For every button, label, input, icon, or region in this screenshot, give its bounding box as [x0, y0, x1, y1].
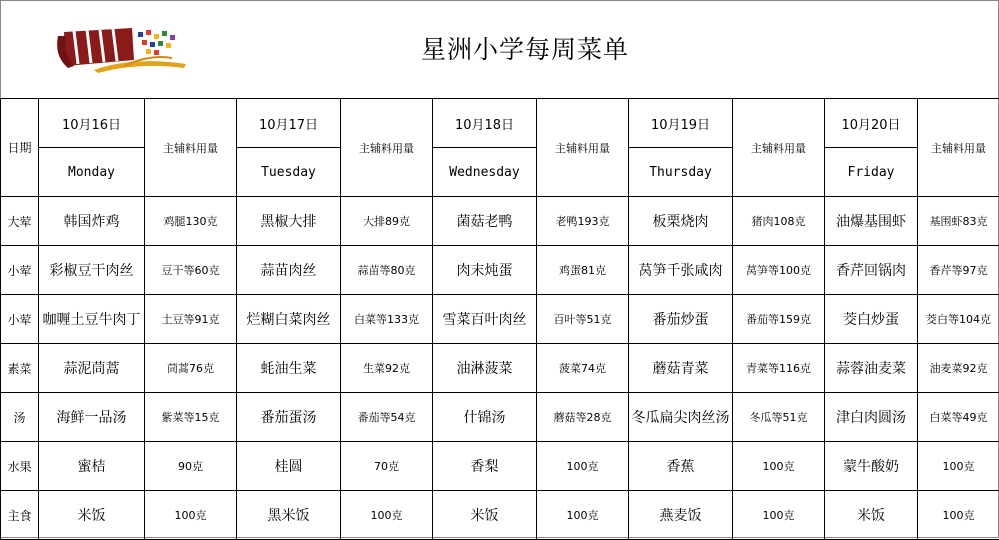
day-date: 10月20日	[825, 99, 918, 148]
qty-cell: 菠菜74克	[537, 344, 629, 393]
row-label: 小荤	[1, 295, 39, 344]
qty-cell: 百叶等51克	[537, 295, 629, 344]
qty-cell: 蘑菇等28克	[537, 393, 629, 442]
qty-cell: 90克	[145, 442, 237, 491]
day-weekday: Wednesday	[433, 148, 537, 197]
table-row	[1, 344, 999, 393]
dish-cell: 肉末炖蛋	[433, 246, 537, 295]
dish-cell: 冬瓜扁尖肉丝汤	[629, 393, 733, 442]
qty-cell: 香芹等97克	[918, 246, 999, 295]
dish-cell: 香蕉	[629, 442, 733, 491]
dish-cell: 蚝油生菜	[237, 344, 341, 393]
day-date: 10月17日	[237, 99, 341, 148]
qty-cell: 100克	[537, 491, 629, 540]
dish-cell: 津白肉圆汤	[825, 393, 918, 442]
qty-cell: 番茄等159克	[733, 295, 825, 344]
table-row	[1, 246, 999, 295]
table-row	[1, 197, 999, 246]
dish-cell: 蘑菇青菜	[629, 344, 733, 393]
qty-header: 主辅料用量	[537, 99, 629, 197]
qty-cell: 茼蒿76克	[145, 344, 237, 393]
weekly-menu-table	[0, 98, 999, 540]
qty-cell: 100克	[733, 442, 825, 491]
page-title: 星洲小学每周菜单	[390, 30, 660, 66]
qty-cell: 鸡腿130克	[145, 197, 237, 246]
qty-header: 主辅料用量	[733, 99, 825, 197]
row-label: 小荤	[1, 246, 39, 295]
qty-cell: 鸡蛋81克	[537, 246, 629, 295]
dish-cell: 蜜桔	[39, 442, 145, 491]
dish-cell: 蒜苗肉丝	[237, 246, 341, 295]
dish-cell: 油爆基围虾	[825, 197, 918, 246]
qty-cell: 豆干等60克	[145, 246, 237, 295]
day-date: 10月16日	[39, 99, 145, 148]
qty-cell: 生菜92克	[341, 344, 433, 393]
dish-cell: 桂圆	[237, 442, 341, 491]
qty-cell: 茭白等104克	[918, 295, 999, 344]
day-weekday: Thursday	[629, 148, 733, 197]
dish-cell: 番茄炒蛋	[629, 295, 733, 344]
qty-cell: 冬瓜等51克	[733, 393, 825, 442]
row-label: 主食	[1, 491, 39, 540]
dish-cell: 蒜泥茼蒿	[39, 344, 145, 393]
qty-cell: 100克	[918, 442, 999, 491]
qty-cell: 猪肉108克	[733, 197, 825, 246]
dish-cell: 油淋菠菜	[433, 344, 537, 393]
day-date: 10月18日	[433, 99, 537, 148]
dish-cell: 什锦汤	[433, 393, 537, 442]
qty-cell: 100克	[733, 491, 825, 540]
qty-cell: 100克	[918, 491, 999, 540]
header-row-dates	[1, 99, 999, 148]
qty-cell: 土豆等91克	[145, 295, 237, 344]
dish-cell: 米饭	[433, 491, 537, 540]
qty-cell: 白菜等49克	[918, 393, 999, 442]
dish-cell: 燕麦饭	[629, 491, 733, 540]
qty-cell: 白菜等133克	[341, 295, 433, 344]
qty-cell: 蒜苗等80克	[341, 246, 433, 295]
dish-cell: 海鲜一品汤	[39, 393, 145, 442]
row-label: 水果	[1, 442, 39, 491]
day-date: 10月19日	[629, 99, 733, 148]
qty-cell: 基围虾83克	[918, 197, 999, 246]
date-header: 日期	[1, 99, 39, 197]
dish-cell: 米饭	[39, 491, 145, 540]
qty-header: 主辅料用量	[918, 99, 999, 197]
table-row	[1, 491, 999, 540]
dish-cell: 茭白炒蛋	[825, 295, 918, 344]
dish-cell: 米饭	[825, 491, 918, 540]
qty-cell: 70克	[341, 442, 433, 491]
dish-cell: 彩椒豆干肉丝	[39, 246, 145, 295]
dish-cell: 韩国炸鸡	[39, 197, 145, 246]
qty-cell: 大排89克	[341, 197, 433, 246]
table-row	[1, 442, 999, 491]
row-label: 大荤	[1, 197, 39, 246]
qty-cell: 紫菜等15克	[145, 393, 237, 442]
qty-cell: 青菜等116克	[733, 344, 825, 393]
dish-cell: 雪菜百叶肉丝	[433, 295, 537, 344]
qty-header: 主辅料用量	[145, 99, 237, 197]
qty-cell: 100克	[537, 442, 629, 491]
qty-cell: 莴笋等100克	[733, 246, 825, 295]
qty-cell: 100克	[145, 491, 237, 540]
dish-cell: 菌菇老鸭	[433, 197, 537, 246]
table-row	[1, 393, 999, 442]
dish-cell: 香芹回锅肉	[825, 246, 918, 295]
dish-cell: 蒜蓉油麦菜	[825, 344, 918, 393]
qty-cell: 老鸭193克	[537, 197, 629, 246]
qty-cell: 油麦菜92克	[918, 344, 999, 393]
qty-header: 主辅料用量	[341, 99, 433, 197]
day-weekday: Tuesday	[237, 148, 341, 197]
dish-cell: 蒙牛酸奶	[825, 442, 918, 491]
qty-cell: 100克	[341, 491, 433, 540]
dish-cell: 番茄蛋汤	[237, 393, 341, 442]
dish-cell: 板栗烧肉	[629, 197, 733, 246]
day-weekday: Friday	[825, 148, 918, 197]
day-weekday: Monday	[39, 148, 145, 197]
row-label: 汤	[1, 393, 39, 442]
school-logo	[54, 26, 188, 74]
dish-cell: 香梨	[433, 442, 537, 491]
dish-cell: 黑米饭	[237, 491, 341, 540]
dish-cell: 黑椒大排	[237, 197, 341, 246]
row-label: 素菜	[1, 344, 39, 393]
qty-cell: 番茄等54克	[341, 393, 433, 442]
table-row	[1, 295, 999, 344]
dish-cell: 莴笋千张咸肉	[629, 246, 733, 295]
dish-cell: 烂糊白菜肉丝	[237, 295, 341, 344]
dish-cell: 咖喱土豆牛肉丁	[39, 295, 145, 344]
